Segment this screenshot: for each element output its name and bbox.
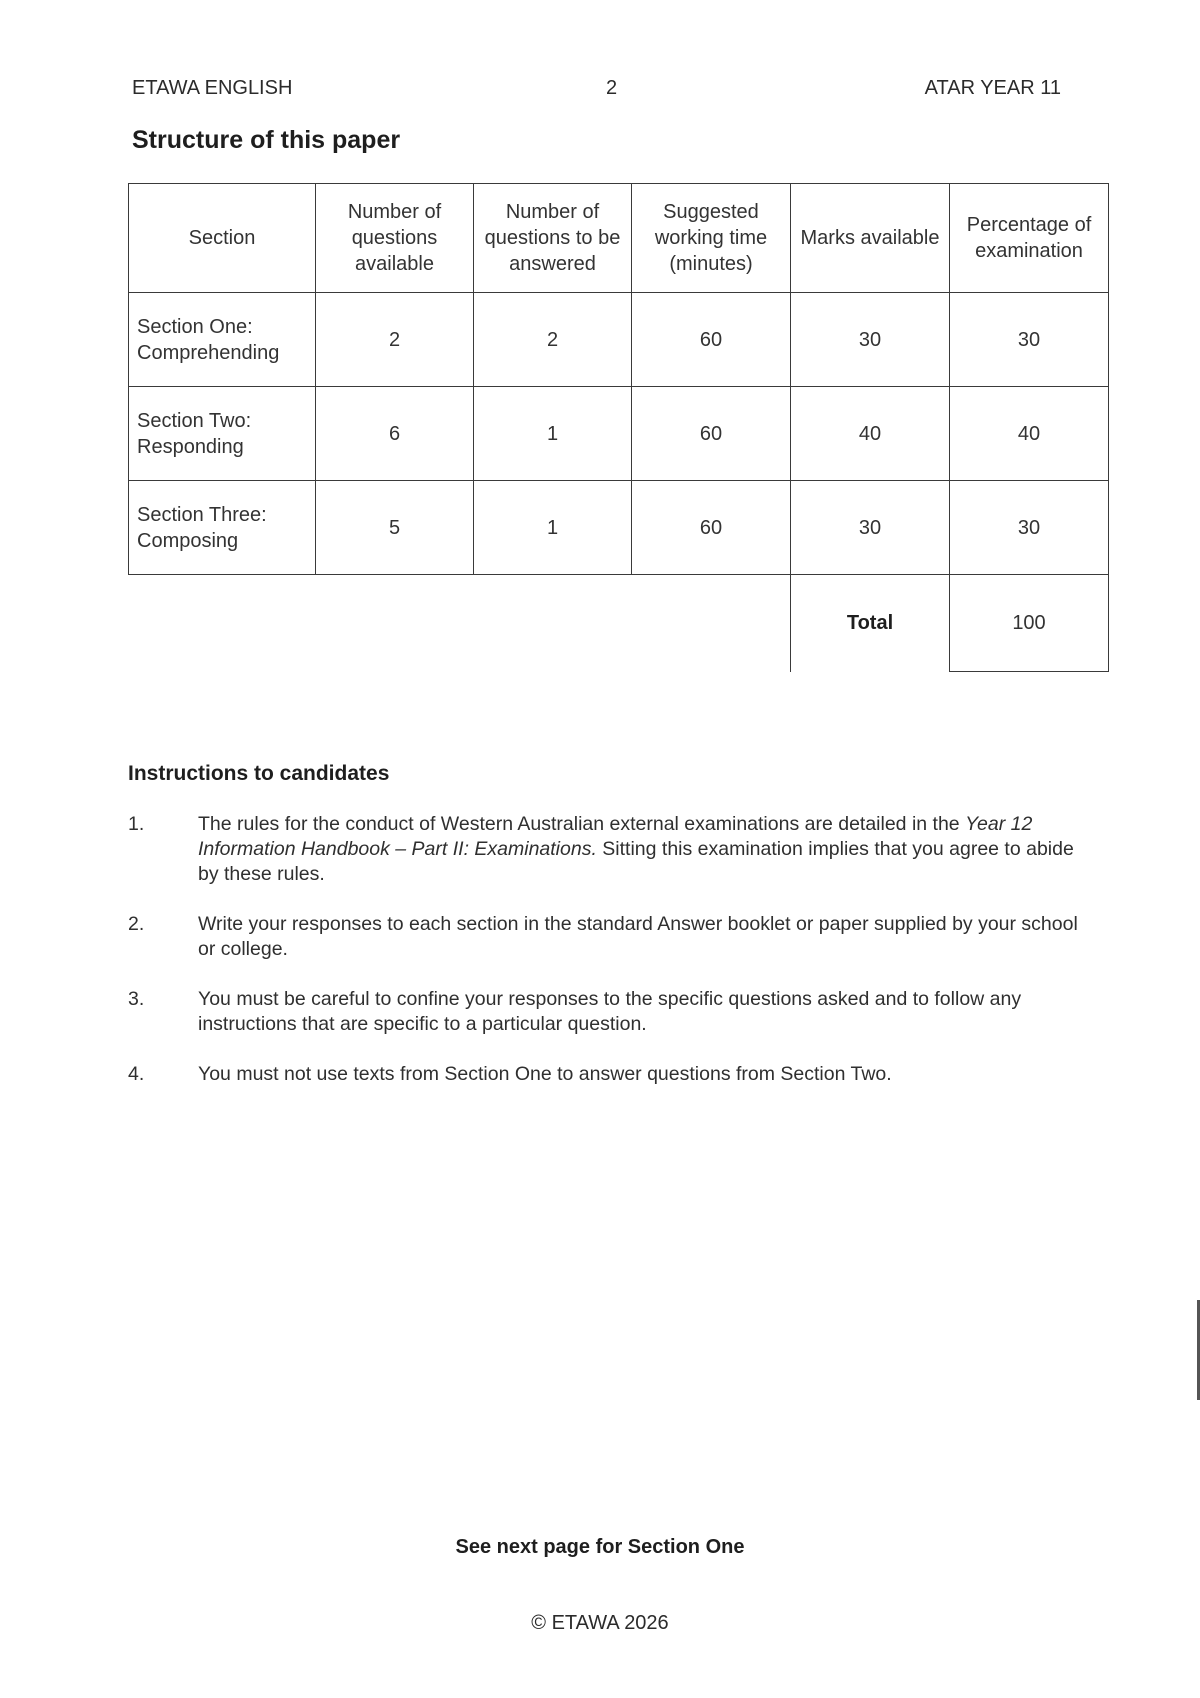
column-header-working-time: Suggested working time (minutes) xyxy=(632,184,791,293)
table-header-row xyxy=(129,184,1109,293)
instruction-text: You must be careful to confine your responses to the specific questions asked and to follow any instructions that are specific to a particular question. xyxy=(198,988,1022,1035)
questions-answered-cell: 1 xyxy=(474,387,632,481)
marks-cell: 40 xyxy=(791,387,950,481)
questions-available-cell: 2 xyxy=(316,293,474,387)
percentage-cell: 30 xyxy=(950,481,1109,575)
handbook-title: Year 12 Information Handbook – Part II: Examinations. xyxy=(198,813,1033,860)
table-row xyxy=(129,387,1109,481)
structure-title: Structure of this paper xyxy=(132,126,401,154)
working-time-cell: 60 xyxy=(632,387,791,481)
instruction-number: 2. xyxy=(128,913,145,935)
section-name-cell: Section Three: Composing xyxy=(129,481,316,575)
percentage-cell: 40 xyxy=(950,387,1109,481)
column-header-section: Section xyxy=(129,184,316,293)
page-number: 2 xyxy=(606,77,618,99)
instruction-text-part: Sitting this examination implies that you agree to abide by these rules. xyxy=(198,838,1074,885)
list-item xyxy=(128,987,1088,1037)
questions-answered-cell: 2 xyxy=(474,293,632,387)
header-year: ATAR YEAR 11 xyxy=(924,77,1061,99)
working-time-cell: 60 xyxy=(632,481,791,575)
column-header-questions-answered: Number of questions to be answered xyxy=(474,184,632,293)
instruction-number: 3. xyxy=(128,988,145,1010)
instruction-number: 1. xyxy=(128,813,145,835)
column-header-marks: Marks available xyxy=(791,184,950,293)
list-item xyxy=(128,1062,1088,1087)
working-time-cell: 60 xyxy=(632,293,791,387)
header-subject: ETAWA ENGLISH xyxy=(132,77,293,99)
questions-available-cell: 5 xyxy=(316,481,474,575)
instruction-text-part: The rules for the conduct of Western Australian external examinations are detailed in the xyxy=(198,813,966,835)
next-page-note: See next page for Section One xyxy=(455,1536,745,1558)
instructions-list xyxy=(128,812,1088,1112)
section-name-cell: Section Two: Responding xyxy=(129,387,316,481)
table-row xyxy=(129,293,1109,387)
total-row-spacer xyxy=(129,575,791,672)
instruction-text: You must not use texts from Section One to answer questions from Section Two. xyxy=(198,1063,892,1085)
list-item xyxy=(128,812,1088,887)
marks-cell: 30 xyxy=(791,481,950,575)
structure-table xyxy=(128,183,1109,672)
column-header-percentage: Percentage of examination xyxy=(950,184,1109,293)
total-row xyxy=(129,575,1109,672)
instruction-number: 4. xyxy=(128,1063,145,1085)
column-header-questions-available: Number of questions available xyxy=(316,184,474,293)
total-value: 100 xyxy=(950,575,1109,672)
marks-cell: 30 xyxy=(791,293,950,387)
copyright-footer: © ETAWA 2026 xyxy=(531,1612,669,1634)
questions-answered-cell: 1 xyxy=(474,481,632,575)
list-item xyxy=(128,912,1088,962)
table-row xyxy=(129,481,1109,575)
questions-available-cell: 6 xyxy=(316,387,474,481)
section-name-cell: Section One: Comprehending xyxy=(129,293,316,387)
total-label: Total xyxy=(791,575,950,672)
instruction-text xyxy=(198,812,1088,887)
percentage-cell: 30 xyxy=(950,293,1109,387)
instructions-title: Instructions to candidates xyxy=(128,762,390,785)
instruction-text: Write your responses to each section in the standard Answer booklet or paper supplied by your school or college. xyxy=(198,913,1078,960)
